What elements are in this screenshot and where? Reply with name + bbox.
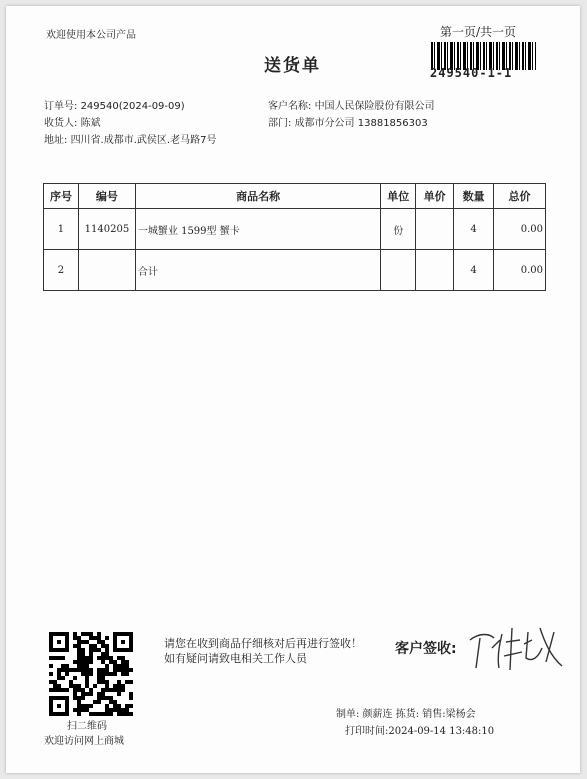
- column-header-unit: 单位: [381, 184, 416, 209]
- qr-module: [117, 692, 121, 696]
- cell-quantity: 4: [454, 250, 494, 291]
- customer-signature: [466, 618, 570, 674]
- recipient-label: 收货人:: [44, 118, 78, 129]
- department-value: 成都市分公司 13881856303: [294, 118, 428, 129]
- print-time: 打印时间:2024-09-14 13:48:10: [345, 726, 495, 737]
- cell-unit-price: [416, 209, 454, 250]
- qr-module: [77, 712, 81, 716]
- document-title: 送货单: [264, 56, 321, 76]
- cell-total: 0.00: [494, 250, 546, 291]
- qr-module: [93, 684, 97, 688]
- qr-finder-pattern: [49, 632, 69, 652]
- cell-index: 1: [44, 209, 79, 250]
- order-number: [44, 97, 185, 112]
- cell-index: 2: [44, 250, 79, 291]
- qr-module: [89, 672, 93, 676]
- qr-module: [73, 676, 77, 680]
- qr-module: [129, 704, 133, 708]
- column-header-code: 编号: [78, 184, 135, 209]
- qr-module: [121, 688, 125, 692]
- recipient-value: 陈斌: [80, 118, 101, 129]
- customer-sign-label: 客户签收:: [395, 641, 457, 657]
- order-number-label: 订单号:: [44, 101, 78, 112]
- table-row: [44, 209, 546, 250]
- order-number-value: 249540(2024-09-09): [80, 101, 185, 112]
- recipient: [44, 114, 101, 129]
- customer-name: [268, 97, 435, 112]
- cell-product-name: 一城蟹业 1599型 蟹卡: [135, 209, 380, 250]
- qr-module: [61, 656, 65, 660]
- qr-module: [49, 664, 53, 668]
- qr-caption-mall: 欢迎访问网上商城: [44, 736, 124, 747]
- address-label: 地址:: [44, 135, 68, 146]
- qr-module: [89, 660, 93, 664]
- barcode-number: 249540-1-1: [430, 66, 513, 80]
- qr-finder-pattern: [49, 696, 69, 716]
- qr-module: [89, 692, 93, 696]
- address-value: 四川省.成都市.武侯区.老马路7号: [70, 135, 217, 146]
- column-header-total: 总价: [494, 184, 546, 209]
- receipt-notice: 请您在收到商品仔细核对后再进行签收！如有疑问请致电相关工作人员: [164, 637, 362, 665]
- qr-module: [105, 636, 109, 640]
- staff-info: 制单: 颜薪连 拣货: 销售:梁杨会: [336, 709, 476, 720]
- column-header-index: 序号: [44, 184, 79, 209]
- qr-module: [49, 672, 53, 676]
- cell-quantity: 4: [454, 209, 494, 250]
- goods-table: [43, 183, 546, 291]
- qr-finder-pattern: [113, 632, 133, 652]
- qr-code[interactable]: [49, 632, 133, 716]
- qr-module: [129, 712, 133, 716]
- column-header-quantity: 数量: [454, 184, 494, 209]
- column-header-product-name: 商品名称: [135, 184, 380, 209]
- customer-name-value: 中国人民保险股份有限公司: [314, 101, 435, 112]
- qr-module: [81, 696, 85, 700]
- address: [44, 131, 216, 146]
- qr-module: [65, 688, 69, 692]
- qr-module: [109, 712, 113, 716]
- department-label: 部门:: [268, 118, 292, 129]
- table-row-summary: [44, 250, 546, 291]
- qr-module: [129, 668, 133, 672]
- cell-unit-price: [416, 250, 454, 291]
- page-indicator: 第一页/共一页: [440, 25, 517, 39]
- qr-module: [129, 696, 133, 700]
- qr-module: [129, 680, 133, 684]
- cell-unit: 份: [381, 209, 416, 250]
- table-header-row: [44, 184, 546, 209]
- column-header-unit-price: 单价: [416, 184, 454, 209]
- cell-unit: [381, 250, 416, 291]
- cell-total: 0.00: [494, 209, 546, 250]
- customer-name-label: 客户名称:: [268, 101, 312, 112]
- qr-module: [89, 704, 93, 708]
- cell-code: 1140205: [78, 209, 135, 250]
- qr-module: [65, 672, 69, 676]
- welcome-text: 欢迎使用本公司产品: [46, 30, 136, 41]
- qr-caption-scan: 扫二维码: [67, 721, 107, 732]
- qr-module: [113, 672, 117, 676]
- department: [268, 114, 428, 129]
- cell-product-name: 合计: [135, 250, 380, 291]
- qr-module: [125, 672, 129, 676]
- cell-code: [78, 250, 135, 291]
- qr-module: [61, 676, 65, 680]
- qr-module: [97, 700, 101, 704]
